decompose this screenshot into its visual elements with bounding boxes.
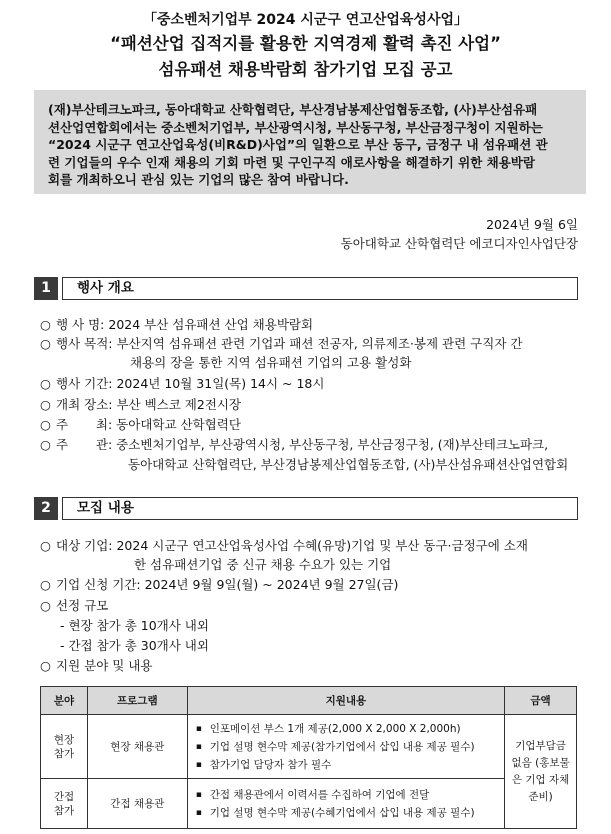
content-item: ▪ 기업 설명 현수막 제공(참가기업에서 삽입 내용 제공 필수) [210,738,504,756]
issue-date: 2024년 9월 6일 [486,217,578,232]
list-item-cont: 채용의 장을 통한 지역 섬유패션 기업의 고용 활성화 [130,355,412,370]
intro-line: 션산업연합회에서는 중소벤처기업부, 부산광역시청, 부산동구청, 부산금정구청이 지원하는 [48,119,543,135]
table-cell-field: 현장 참가 [41,715,88,779]
scale-item: - 현장 참가 총 10개사 내외 [60,618,209,633]
list-item: ○ 기업 신청 기간: 2024년 9월 9일(월) ~ 2024년 9월 27일(금) [40,577,399,592]
table-cell-content [187,715,504,779]
list-item: ○ 행사 기간: 2024년 10월 31일(목) 14시 ~ 18시 [40,376,325,391]
issuer: 동아대학교 산학협력단 에코디자인사업단장 [340,236,578,251]
intro-box [34,90,586,194]
list-item: ○ 행 사 명: 2024 부산 섬유패션 산업 채용박람회 [40,317,314,332]
table-cell-field: 간접 참가 [41,779,88,829]
table-row [41,715,577,779]
header-line1: 「중소벤처기업부 2024 시군구 연고산업육성사업」 [142,12,469,28]
table-cell-content [187,779,504,829]
table-header: 지원내용 [187,687,504,715]
section-title: 모집 내용 [62,497,578,520]
page-title: 섬유패션 채용박람회 참가기업 모집 공고 [158,60,453,79]
list-item-cont: 한 섬유패션기업 중 신규 채용 수요가 있는 기업 [134,557,392,572]
content-item: ▪ 기업 설명 현수막 제공(수혜기업에서 삽입 내용 제공 필수) [210,804,504,822]
table-cell-program: 현장 채용관 [87,715,187,779]
table-header: 금액 [505,687,577,715]
table-row [41,779,577,829]
list-item: ○ 지원 분야 및 내용 [40,658,153,673]
table-header: 분야 [41,687,88,715]
section2-header [34,497,578,520]
content-item: ▪ 인포메이션 부스 1개 제공(2,000 X 2,000 X 2,000h) [210,720,504,738]
list-item: ○ 행사 목적: 부산지역 섬유패션 관련 기업과 패션 전공자, 의류제조·봉제 관련 구직자 간 [40,336,523,351]
header-line2: “패션산업 집적지를 활용한 지역경제 활력 촉진 사업” [110,34,501,53]
list-item: ○ 선정 규모 [40,598,109,613]
list-item: ○ 주 관: 중소벤처기업부, 부산광역시청, 부산동구청, 부산금정구청, (재)부산테크노파크, [40,437,549,452]
intro-line: “2024 시군구 연고산업육성(비R&D)사업”의 일환으로 부산 동구, 금정구 내 섬유패션 관 [48,137,548,152]
section-number: 1 [34,277,58,300]
support-table [40,686,577,829]
intro-line: (재)부산테크노파크, 동아대학교 산학협력단, 부산경남봉제산업협동조합, (사)부산섬유패 [48,102,538,117]
section1-header [34,277,578,300]
content-item: ▪ 참가기업 담당자 참가 필수 [210,756,504,774]
list-item: ○ 개최 장소: 부산 벡스코 제2전시장 [40,397,242,412]
table-cell-amount: 기업부담금 없음 (홍보물은 기업 자체 준비) [505,715,577,829]
table-cell-program: 간접 채용관 [87,779,187,829]
section-title: 행사 개요 [62,277,578,300]
intro-line: 회를 개최하오니 관심 있는 기업의 많은 참여 바랍니다. [48,172,349,187]
section-number: 2 [34,497,58,520]
list-item: ○ 주 최: 동아대학교 산학협력단 [40,417,241,432]
intro-line: 련 기업들의 우수 인재 채용의 기회 마련 및 구인구직 애로사항을 해결하기 위한 채용박람 [48,154,535,170]
table-header: 프로그램 [87,687,187,715]
content-item: ▪ 간접 채용관에서 이력서를 수집하여 기업에 전달 [210,786,504,804]
scale-item: - 간접 참가 총 30개사 내외 [60,638,209,653]
list-item: ○ 대상 기업: 2024 시군구 연고산업육성사업 수혜(유망)기업 및 부산 동구·금정구에 소재 [40,538,528,553]
list-item-cont: 동아대학교 산학협력단, 부산경남봉제산업협동조합, (사)부산섬유패션산업연합회 [128,457,569,472]
